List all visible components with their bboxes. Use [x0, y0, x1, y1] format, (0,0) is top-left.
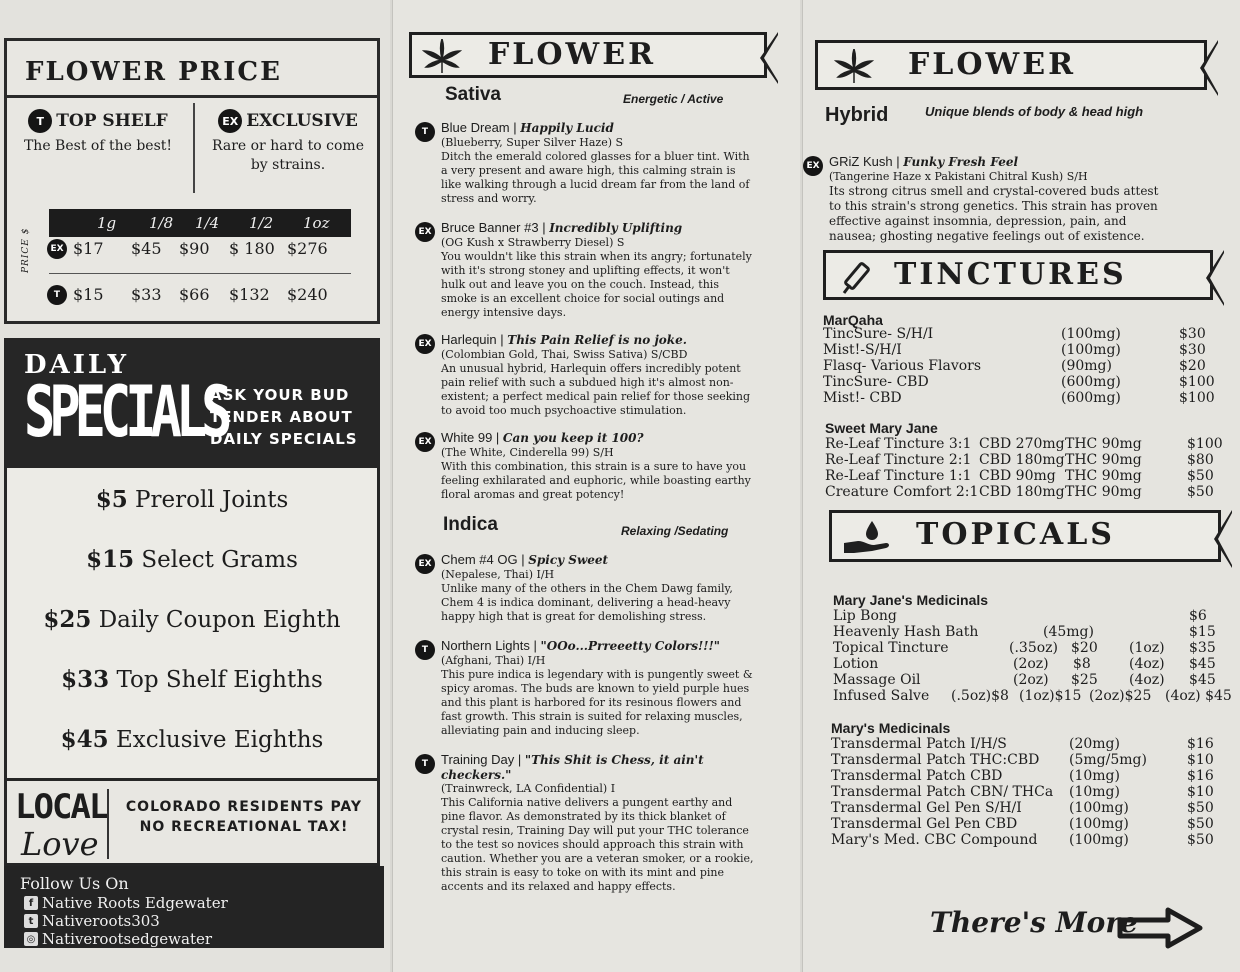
- product-name: Transdermal Patch THC:CBD: [831, 752, 1040, 768]
- product-name: Transdermal Patch CBN/ THCa: [831, 784, 1054, 800]
- banner-notch: [1218, 513, 1232, 565]
- strain-name: Chem #4 OG: [441, 552, 518, 567]
- top-shelf-price-row: [49, 283, 351, 309]
- strain-lineage: (Trainwreck, LA Confidential) I: [441, 782, 616, 795]
- instagram-handle: Nativerootsedgewater: [42, 930, 213, 948]
- price-value: $240: [287, 285, 328, 304]
- price-value: $33: [131, 285, 162, 304]
- product-price: $50: [1187, 468, 1214, 484]
- strain-item: [415, 752, 754, 902]
- size-label: 1oz: [303, 214, 330, 232]
- price-value: $132: [229, 285, 270, 304]
- strain-name-line: White 99 | Can you keep it 100?: [441, 430, 644, 445]
- exclusive-badge-icon: EX: [218, 109, 242, 133]
- marqaha-brand: MarQaha: [823, 312, 883, 328]
- top-shelf-badge-icon: T: [415, 640, 435, 660]
- exclusive-badge-icon: EX: [415, 432, 435, 452]
- product-price: $50: [1187, 816, 1214, 832]
- strain-name-line: Bruce Banner #3 | Incredibly Uplifting: [441, 220, 683, 235]
- product-size: (90mg): [1061, 358, 1112, 374]
- strain-desc: With this combination, this strain is a sure to have you feeling exhilarated and euphoric, while boasting earthy floral aromas and great potency!: [441, 460, 751, 501]
- twitter-link[interactable]: [24, 912, 160, 930]
- product-size: (2oz): [1013, 672, 1049, 688]
- strain-name-line: Harlequin | This Pain Relief is no joke.: [441, 332, 687, 347]
- product-name: Transdermal Gel Pen S/H/I: [831, 800, 1022, 816]
- strain-name: Harlequin: [441, 332, 497, 347]
- instagram-icon: ◎: [24, 932, 38, 946]
- special-price: $45: [60, 726, 109, 753]
- product-name: Mist!-S/H/I: [823, 342, 902, 358]
- product-size: (100mg): [1069, 800, 1129, 816]
- product-cbd: CBD 180mg: [979, 484, 1065, 500]
- product-size: (10mg): [1069, 784, 1120, 800]
- exclusive-price-row: [49, 237, 351, 263]
- follow-us-box: [4, 866, 384, 948]
- divider: [7, 95, 377, 98]
- product-name: Topical Tincture: [833, 640, 949, 656]
- product-size: (1oz): [1129, 640, 1165, 656]
- exclusive-badge-icon: EX: [803, 156, 823, 176]
- product-size: (100mg): [1069, 816, 1129, 832]
- top-shelf-badge-icon: T: [47, 285, 67, 305]
- product-size: (10mg): [1069, 768, 1120, 784]
- product-name: Lotion: [833, 656, 879, 672]
- product-name: TincSure- S/H/I: [823, 326, 934, 342]
- strain-tag: Incredibly Uplifting: [549, 221, 683, 235]
- product-size: (600mg): [1061, 390, 1121, 406]
- product-thc: THC 90mg: [1065, 452, 1142, 468]
- product-size: (600mg): [1061, 374, 1121, 390]
- tinctures-banner-title: TINCTURES: [894, 257, 1127, 292]
- list-item: [7, 666, 377, 693]
- flower-banner: [815, 40, 1207, 90]
- product-size: (100mg): [1061, 326, 1121, 342]
- product-cbd: CBD 90mg: [979, 468, 1056, 484]
- love-word: Love: [21, 825, 99, 863]
- hybrid-heading: Hybrid: [825, 104, 889, 126]
- product-name: Mist!- CBD: [823, 390, 902, 406]
- price-value: $66: [179, 285, 210, 304]
- specials-list: [4, 468, 380, 778]
- strain-name-line: Northern Lights | "OOo...Prreeetty Colors!!!": [441, 638, 721, 653]
- product-thc: THC 90mg: [1065, 436, 1142, 452]
- top-shelf-badge-icon: T: [415, 754, 435, 774]
- product-price: $15: [1189, 624, 1216, 640]
- instagram-link[interactable]: [24, 930, 212, 948]
- strain-name: White 99: [441, 430, 493, 445]
- product-name: Infused Salve: [833, 688, 930, 704]
- exclusive-badge-icon: EX: [47, 239, 67, 259]
- product-cbd: CBD 180mg: [979, 452, 1065, 468]
- strain-tag: Funky Fresh Feel: [903, 155, 1019, 169]
- exclusive-tier: [203, 109, 373, 175]
- product-price: $10: [1187, 752, 1214, 768]
- strain-item: [415, 120, 751, 210]
- strain-name-line: Training Day | "This Shit is Chess, it ain't checkers.": [441, 752, 704, 782]
- product-size-price: (4oz) $45: [1165, 688, 1232, 704]
- strain-item: [415, 332, 751, 422]
- strain-tag: Happily Lucid: [520, 121, 614, 135]
- strain-desc: This California native delivers a pungent earthy and pine flavor. As demonstrated by its thick blanket of crystal resin, Training Day will put your THC tolerance to the test so novices should approach this strain with caution. Whether you are a veteran smoker, or a rookie, this strain is easy to toke on with its mint and pine accents and its relaxed and happy effects.: [441, 796, 754, 893]
- product-name: Re-Leaf Tincture 2:1: [825, 452, 972, 468]
- tinctures-banner: [823, 250, 1213, 300]
- marys-medicinals-brand: Mary's Medicinals: [831, 720, 951, 736]
- product-size: (5mg/5mg): [1069, 752, 1147, 768]
- top-shelf-badge-icon: T: [28, 109, 52, 133]
- specials-big-word: SPECIALS: [24, 372, 227, 454]
- exclusive-desc: Rare or hard to come by strains.: [211, 138, 364, 173]
- product-name: Mary's Med. CBC Compound: [831, 832, 1038, 848]
- sativa-subtitle: Energetic / Active: [623, 92, 724, 106]
- product-thc: THC 90mg: [1065, 468, 1142, 484]
- top-shelf-label: TOP SHELF: [56, 111, 168, 131]
- product-size: (100mg): [1061, 342, 1121, 358]
- topicals-banner-title: TOPICALS: [916, 517, 1115, 552]
- product-size: (45mg): [1043, 624, 1094, 640]
- strain-name-line: Chem #4 OG | Spicy Sweet: [441, 552, 609, 567]
- product-price: $100: [1179, 390, 1215, 406]
- strain-tag: Can you keep it 100?: [502, 431, 644, 445]
- indica-heading: Indica: [443, 514, 498, 535]
- product-price: $100: [1179, 374, 1215, 390]
- strain-desc: Unlike many of the others in the Chem Dawg family, Chem 4 is indica dominant, delivering a head-heavy happy high that is great for demolishing stress.: [441, 582, 733, 623]
- middle-panel: [392, 0, 800, 972]
- top-shelf-tier: [13, 109, 183, 156]
- strain-desc: You wouldn't like this strain when its angry; fortunately with it's strong stoney and uplifting effects, it won't hulk out and leave you on the couch. Instead, this smoke is an excellent choice for social outings and energy intensive days.: [441, 250, 752, 319]
- hybrid-subtitle: Unique blends of body & head high: [925, 104, 1144, 119]
- size-header-bar: [49, 209, 351, 237]
- product-size: (4oz): [1129, 672, 1165, 688]
- strain-desc: Ditch the emerald colored glasses for a bluer tint. With a very present and aware high, this calming strain is like walking through a lucid dream far from the land of stress and worry.: [441, 150, 750, 205]
- product-price: $30: [1179, 326, 1206, 342]
- facebook-icon: f: [24, 896, 38, 910]
- product-size-price: (2oz)$25: [1089, 688, 1152, 704]
- product-price: $50: [1187, 832, 1214, 848]
- strain-item: [415, 220, 751, 320]
- strain-desc: An unusual hybrid, Harlequin offers incredibly potent pain relief with such a subdued high it's almost non-existent; a perfect medical pain relief for those seeking to avoid too much psychoactive stimulation.: [441, 362, 751, 417]
- sativa-heading: Sativa: [445, 84, 501, 105]
- strain-lineage: (Colombian Gold, Thai, Swiss Sativa) S/CBD: [441, 348, 688, 361]
- product-price: $45: [1189, 672, 1216, 688]
- flower-price-title: FLOWER PRICE: [25, 57, 282, 87]
- divider: [107, 789, 109, 859]
- indica-subtitle: Relaxing /Sedating: [621, 524, 729, 538]
- cannabis-leaf-icon: [832, 49, 876, 85]
- dropper-icon: [838, 259, 878, 295]
- left-panel: [0, 0, 390, 972]
- product-price: $50: [1187, 484, 1214, 500]
- banner-notch: [1210, 253, 1224, 303]
- hand-drop-icon: [842, 519, 896, 557]
- list-item: [7, 606, 377, 633]
- sweet-mary-jane-brand: Sweet Mary Jane: [825, 420, 938, 436]
- strain-lineage: (Nepalese, Thai) I/H: [441, 568, 555, 581]
- product-name: Transdermal Patch I/H/S: [831, 736, 1007, 752]
- facebook-link[interactable]: [24, 894, 228, 912]
- local-tax-text: COLORADO RESIDENTS PAY NO RECREATIONAL TAX!: [125, 799, 363, 835]
- special-label: Preroll Joints: [135, 487, 289, 513]
- strain-lineage: (Blueberry, Super Silver Haze) S: [441, 136, 624, 149]
- strain-lineage: (OG Kush x Strawberry Diesel) S: [441, 236, 625, 249]
- strain-item: [415, 552, 751, 628]
- product-name: Re-Leaf Tincture 3:1: [825, 436, 972, 452]
- product-name: Flasq- Various Flavors: [823, 358, 982, 374]
- product-size: (.35oz): [1009, 640, 1058, 656]
- product-size-price: (.5oz)$8: [951, 688, 1009, 704]
- product-thc: THC 90mg: [1065, 484, 1142, 500]
- size-label: 1/4: [195, 214, 220, 232]
- price-value: $45: [131, 239, 162, 258]
- exclusive-badge-icon: EX: [415, 554, 435, 574]
- strain-item: [803, 154, 1183, 243]
- price-side-label: PRICE $: [21, 227, 31, 273]
- strain-name: GRiZ Kush: [829, 154, 893, 169]
- special-price: $33: [61, 666, 110, 693]
- mary-janes-medicinals-brand: Mary Jane's Medicinals: [833, 592, 989, 608]
- special-price: $15: [86, 546, 135, 573]
- size-label: 1/8: [149, 214, 174, 232]
- product-name: Transdermal Gel Pen CBD: [831, 816, 1018, 832]
- divider: [193, 103, 195, 193]
- strain-tag: Spicy Sweet: [528, 553, 609, 567]
- right-panel: [802, 0, 1240, 972]
- product-name: Heavenly Hash Bath: [833, 624, 979, 640]
- product-name: Creature Comfort 2:1: [825, 484, 979, 500]
- price-value: $ 180: [229, 239, 275, 258]
- product-size: (100mg): [1069, 832, 1129, 848]
- price-value: $17: [73, 239, 104, 258]
- divider: [49, 273, 351, 274]
- strain-desc: This pure indica is legendary with is pungently sweet & spicy aromas. The buds are known to yield purple hues and this plant is harbored for its resinous flowers and fast growth. This strain is suited for relaxing muscles, alleviating pain and inducing sleep.: [441, 668, 753, 737]
- product-price: $80: [1187, 452, 1214, 468]
- twitter-handle: Nativeroots303: [42, 912, 160, 930]
- price-value: $276: [287, 239, 328, 258]
- flower-banner-title: FLOWER: [488, 37, 657, 72]
- strain-name: Blue Dream: [441, 120, 510, 135]
- strain-tag: "OOo...Prreeetty Colors!!!": [540, 639, 721, 653]
- strain-item: [415, 430, 751, 506]
- size-label: 1/2: [249, 214, 274, 232]
- price-value: $90: [179, 239, 210, 258]
- size-label: 1g: [97, 214, 117, 232]
- special-price: $5: [95, 486, 128, 513]
- product-price: $35: [1189, 640, 1216, 656]
- product-price: $50: [1187, 800, 1214, 816]
- local-word: LOCAL: [15, 787, 108, 827]
- theres-more-text: There's More: [930, 906, 1138, 939]
- product-price: $25: [1071, 672, 1098, 688]
- strain-lineage: (Tangerine Haze x Pakistani Chitral Kush) S/H: [829, 170, 1088, 183]
- strain-lineage: (The White, Cinderella 99) S/H: [441, 446, 614, 459]
- special-label: Select Grams: [141, 547, 298, 573]
- daily-specials-header: [4, 338, 380, 468]
- list-item: [7, 486, 377, 513]
- product-cbd: CBD 270mg: [979, 436, 1065, 452]
- specials-daily-word: DAILY: [24, 350, 130, 380]
- strain-tag: This Pain Relief is no joke.: [507, 333, 687, 347]
- price-value: $15: [73, 285, 104, 304]
- exclusive-badge-icon: EX: [415, 222, 435, 242]
- product-size: (20mg): [1069, 736, 1120, 752]
- top-shelf-badge-icon: T: [415, 122, 435, 142]
- special-label: Exclusive Eighths: [115, 727, 324, 753]
- product-price: $10: [1187, 784, 1214, 800]
- strain-name: Northern Lights: [441, 638, 530, 653]
- product-size: (2oz): [1013, 656, 1049, 672]
- product-size-price: (1oz)$15: [1019, 688, 1082, 704]
- strain-desc: Its strong citrus smell and crystal-covered buds attest to this strain's strong genetics. This strain has proven effective against insomnia, depression, pain, and nausea; ghosting negative feelings out of existence.: [829, 184, 1159, 243]
- product-price: $20: [1071, 640, 1098, 656]
- special-label: Top Shelf Eighths: [116, 667, 323, 693]
- exclusive-badge-icon: EX: [415, 334, 435, 354]
- flower-banner-title: FLOWER: [908, 47, 1077, 82]
- special-price: $25: [43, 606, 92, 633]
- follow-title: Follow Us On: [20, 874, 129, 893]
- product-price: $100: [1187, 436, 1223, 452]
- product-name: Transdermal Patch CBD: [831, 768, 1003, 784]
- product-name: TincSure- CBD: [823, 374, 929, 390]
- product-name: Lip Bong: [833, 608, 897, 624]
- strain-name-line: Blue Dream | Happily Lucid: [441, 120, 614, 135]
- specials-ask-text: ASK YOUR BUD TENDER ABOUT DAILY SPECIALS: [210, 386, 358, 448]
- flower-price-box: [4, 38, 380, 324]
- strain-name-line: GRiZ Kush | Funky Fresh Feel: [829, 154, 1019, 169]
- local-love-box: [4, 778, 380, 866]
- product-name: Re-Leaf Tincture 1:1: [825, 468, 972, 484]
- product-price: $16: [1187, 768, 1214, 784]
- product-name: Massage Oil: [833, 672, 921, 688]
- product-price: $45: [1189, 656, 1216, 672]
- cannabis-leaf-icon: [420, 39, 464, 75]
- list-item: [7, 726, 377, 753]
- product-price: $16: [1187, 736, 1214, 752]
- banner-notch: [1204, 43, 1218, 93]
- strain-lineage: (Afghani, Thai) I/H: [441, 654, 546, 667]
- strain-tag: "This Shit is Chess, it ain't checkers.": [441, 753, 704, 782]
- product-price: $20: [1179, 358, 1206, 374]
- list-item: [7, 546, 377, 573]
- exclusive-label: EXCLUSIVE: [246, 111, 358, 131]
- strain-name: Bruce Banner #3: [441, 220, 539, 235]
- strain-item: [415, 638, 751, 748]
- banner-notch: [764, 35, 778, 81]
- top-shelf-desc: The Best of the best!: [23, 138, 173, 154]
- flower-banner: [409, 32, 767, 78]
- product-price: $6: [1189, 608, 1207, 624]
- product-price: $30: [1179, 342, 1206, 358]
- twitter-icon: t: [24, 914, 38, 928]
- special-label: Daily Coupon Eighth: [98, 607, 341, 633]
- strain-name: Training Day: [441, 752, 515, 767]
- product-price: $8: [1073, 656, 1091, 672]
- facebook-handle: Native Roots Edgewater: [42, 894, 228, 912]
- topicals-banner: [829, 510, 1221, 562]
- product-size: (4oz): [1129, 656, 1165, 672]
- arrow-right-icon: [1116, 906, 1204, 950]
